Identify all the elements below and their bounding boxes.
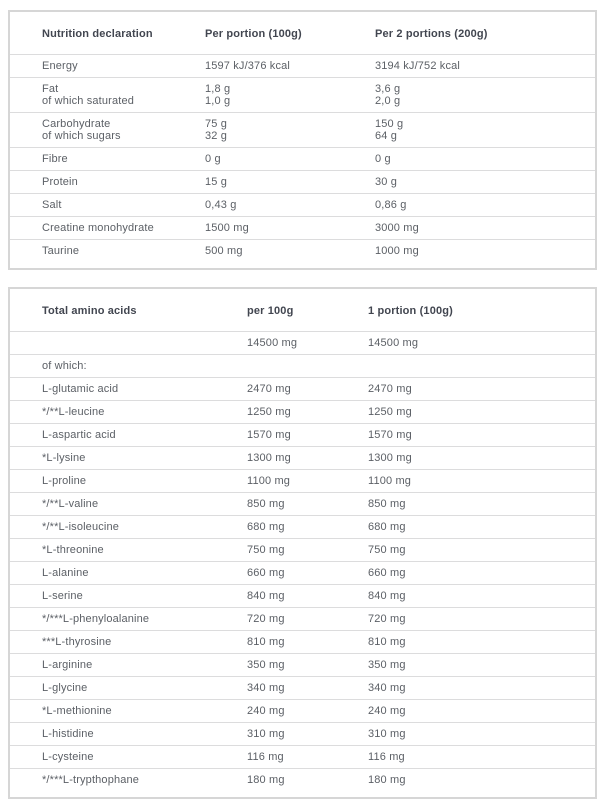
cell-line: 0,86 g — [375, 199, 407, 211]
cell-line: 1100 mg — [368, 475, 412, 487]
cell-line: L-alanine — [42, 567, 89, 579]
row-value — [247, 401, 368, 424]
row-label — [10, 378, 247, 401]
cell-line: L-histidine — [42, 728, 94, 740]
row-label — [10, 539, 247, 562]
cell-line: L-proline — [42, 475, 87, 487]
table-row — [10, 631, 595, 654]
row-value — [368, 746, 595, 769]
row-value — [247, 378, 368, 401]
amino-table-body — [10, 332, 595, 792]
cell-line: 1300 mg — [368, 452, 412, 464]
table-row — [10, 148, 595, 171]
cell-line: 3194 kJ/752 kcal — [375, 60, 460, 72]
table-row — [10, 585, 595, 608]
row-label — [10, 355, 247, 378]
cell-line: 1,0 g — [205, 95, 231, 107]
row-value — [205, 113, 375, 148]
row-value — [247, 677, 368, 700]
cell-line: 1,8 g — [205, 83, 231, 95]
table-row — [10, 401, 595, 424]
table-row — [10, 746, 595, 769]
cell-line: 810 mg — [368, 636, 406, 648]
cell-line: L-glutamic acid — [42, 383, 119, 395]
column-header-per-2-portions: Per 2 portions (200g) — [375, 28, 488, 40]
row-label — [10, 562, 247, 585]
row-value — [368, 723, 595, 746]
row-value — [205, 78, 375, 113]
cell-line: 310 mg — [247, 728, 285, 740]
cell-line: 14500 mg — [368, 337, 419, 349]
row-label — [10, 148, 205, 171]
row-value — [375, 55, 595, 78]
cell-line — [42, 337, 247, 349]
cell-line: 30 g — [375, 176, 398, 188]
cell-line: 2470 mg — [247, 383, 291, 395]
cell-line: 3,6 g — [375, 83, 401, 95]
row-value — [247, 424, 368, 447]
cell-line: 310 mg — [368, 728, 406, 740]
table-row — [10, 539, 595, 562]
row-value — [205, 217, 375, 240]
table-row — [10, 516, 595, 539]
cell-line: 1100 mg — [247, 475, 291, 487]
row-value — [368, 769, 595, 792]
cell-line: 850 mg — [368, 498, 406, 510]
cell-line: Energy — [42, 60, 78, 72]
cell-line: 3000 mg — [375, 222, 419, 234]
cell-line: *L-threonine — [42, 544, 104, 556]
table-row — [10, 55, 595, 78]
row-label — [10, 194, 205, 217]
cell-line: 116 mg — [368, 751, 405, 763]
row-label — [10, 78, 205, 113]
table-row — [10, 424, 595, 447]
cell-line: L-glycine — [42, 682, 88, 694]
row-value — [205, 194, 375, 217]
nutrition-table-header — [10, 12, 595, 55]
cell-line: 340 mg — [368, 682, 406, 694]
cell-line: */***L-trypthophane — [42, 774, 140, 786]
table-row — [10, 332, 595, 355]
row-label — [10, 516, 247, 539]
row-value — [247, 700, 368, 723]
row-value — [247, 585, 368, 608]
row-value — [368, 700, 595, 723]
row-label — [10, 217, 205, 240]
row-value — [368, 355, 595, 378]
cell-line: 64 g — [375, 130, 398, 142]
row-label — [10, 654, 247, 677]
cell-line: 116 mg — [247, 751, 284, 763]
cell-line: 32 g — [205, 130, 228, 142]
row-label — [10, 585, 247, 608]
cell-line: 150 g — [375, 118, 404, 130]
nutrition-declaration-card — [8, 10, 597, 270]
cell-line: 0 g — [375, 153, 391, 165]
row-value — [375, 217, 595, 240]
column-header-per-100g: per 100g — [247, 305, 294, 317]
cell-line — [247, 360, 368, 372]
cell-line: 2,0 g — [375, 95, 401, 107]
cell-line: 750 mg — [368, 544, 406, 556]
row-value — [375, 171, 595, 194]
row-label — [10, 424, 247, 447]
cell-line: 1250 mg — [247, 406, 291, 418]
row-value — [368, 447, 595, 470]
cell-line: 720 mg — [247, 613, 285, 625]
cell-line: 1570 mg — [247, 429, 291, 441]
row-value — [247, 654, 368, 677]
cell-line: *L-methionine — [42, 705, 112, 717]
cell-line: */**L-valine — [42, 498, 99, 510]
cell-line: 15 g — [205, 176, 228, 188]
cell-line: 840 mg — [247, 590, 285, 602]
table-row — [10, 113, 595, 148]
row-value — [368, 677, 595, 700]
cell-line: 240 mg — [368, 705, 406, 717]
amino-acids-table — [10, 289, 595, 791]
row-value — [247, 447, 368, 470]
row-value — [368, 516, 595, 539]
table-row — [10, 723, 595, 746]
row-value — [247, 769, 368, 792]
row-value — [247, 631, 368, 654]
cell-line: Fibre — [42, 153, 68, 165]
row-value — [205, 148, 375, 171]
row-value — [368, 562, 595, 585]
cell-line: 1500 mg — [205, 222, 249, 234]
nutrition-table-body — [10, 55, 595, 263]
cell-line: 1000 mg — [375, 245, 419, 257]
cell-line: Taurine — [42, 245, 80, 257]
row-value — [368, 539, 595, 562]
cell-line: 180 mg — [247, 774, 285, 786]
column-header-1-portion: 1 portion (100g) — [368, 305, 453, 317]
row-value — [247, 746, 368, 769]
table-row — [10, 562, 595, 585]
cell-line: Creatine monohydrate — [42, 222, 154, 234]
table-row — [10, 240, 595, 263]
table-row — [10, 78, 595, 113]
row-value — [205, 171, 375, 194]
row-value — [368, 654, 595, 677]
cell-line: Protein — [42, 176, 78, 188]
row-label — [10, 171, 205, 194]
row-label — [10, 113, 205, 148]
cell-line: 350 mg — [368, 659, 406, 671]
row-label — [10, 493, 247, 516]
cell-line: L-arginine — [42, 659, 93, 671]
cell-line: L-serine — [42, 590, 83, 602]
table-row — [10, 493, 595, 516]
cell-line: 810 mg — [247, 636, 285, 648]
cell-line: of which sugars — [42, 130, 121, 142]
cell-line: 660 mg — [247, 567, 285, 579]
row-label — [10, 608, 247, 631]
cell-line: 660 mg — [368, 567, 406, 579]
table-row — [10, 608, 595, 631]
cell-line: L-aspartic acid — [42, 429, 116, 441]
row-value — [205, 240, 375, 263]
cell-line: */**L-leucine — [42, 406, 105, 418]
cell-line: 680 mg — [368, 521, 406, 533]
row-value — [368, 585, 595, 608]
row-label — [10, 700, 247, 723]
cell-line: 850 mg — [247, 498, 285, 510]
row-label — [10, 723, 247, 746]
cell-line: 1570 mg — [368, 429, 412, 441]
cell-line — [368, 360, 595, 372]
column-header-per-portion: Per portion (100g) — [205, 28, 302, 40]
cell-line: */***L-phenyloalanine — [42, 613, 150, 625]
column-header-total-amino-acids: Total amino acids — [42, 305, 137, 317]
nutrition-declaration-table — [10, 12, 595, 262]
table-row — [10, 171, 595, 194]
cell-line: 0,43 g — [205, 199, 237, 211]
cell-line: 14500 mg — [247, 337, 298, 349]
amino-table-header — [10, 289, 595, 332]
row-value — [375, 240, 595, 263]
table-row — [10, 447, 595, 470]
table-row — [10, 355, 595, 378]
row-value — [368, 332, 595, 355]
cell-line: 1250 mg — [368, 406, 412, 418]
table-row — [10, 654, 595, 677]
table-row — [10, 700, 595, 723]
row-value — [375, 113, 595, 148]
cell-line: Salt — [42, 199, 62, 211]
amino-acids-card — [8, 287, 597, 799]
table-row — [10, 194, 595, 217]
row-value — [375, 148, 595, 171]
row-value — [375, 78, 595, 113]
row-value — [368, 378, 595, 401]
cell-line: 840 mg — [368, 590, 406, 602]
row-label — [10, 677, 247, 700]
row-label — [10, 240, 205, 263]
cell-line: 500 mg — [205, 245, 243, 257]
cell-line: Carbohydrate — [42, 118, 111, 130]
cell-line: 750 mg — [247, 544, 285, 556]
cell-line: Fat — [42, 83, 59, 95]
cell-line: 720 mg — [368, 613, 406, 625]
row-value — [368, 493, 595, 516]
cell-line: of which saturated — [42, 95, 134, 107]
row-value — [368, 401, 595, 424]
row-value — [247, 723, 368, 746]
cell-line: 240 mg — [247, 705, 285, 717]
cell-line: 75 g — [205, 118, 228, 130]
cell-line: 1300 mg — [247, 452, 291, 464]
row-label — [10, 332, 247, 355]
table-row — [10, 470, 595, 493]
cell-line: 350 mg — [247, 659, 285, 671]
row-value — [368, 608, 595, 631]
row-label — [10, 401, 247, 424]
row-value — [247, 332, 368, 355]
row-value — [247, 516, 368, 539]
cell-line: 680 mg — [247, 521, 285, 533]
row-value — [247, 493, 368, 516]
row-value — [368, 424, 595, 447]
cell-line: 180 mg — [368, 774, 406, 786]
row-value — [375, 194, 595, 217]
row-label — [10, 631, 247, 654]
row-label — [10, 470, 247, 493]
row-label — [10, 769, 247, 792]
row-label — [10, 55, 205, 78]
table-row — [10, 677, 595, 700]
column-header-nutrition-declaration: Nutrition declaration — [42, 28, 153, 40]
row-value — [247, 562, 368, 585]
table-row — [10, 769, 595, 792]
row-value — [368, 631, 595, 654]
cell-line: *L-lysine — [42, 452, 86, 464]
row-value — [247, 355, 368, 378]
row-value — [247, 470, 368, 493]
row-value — [247, 608, 368, 631]
row-value — [368, 470, 595, 493]
cell-line: 0 g — [205, 153, 221, 165]
cell-line: 340 mg — [247, 682, 285, 694]
table-row — [10, 217, 595, 240]
cell-line: L-cysteine — [42, 751, 94, 763]
cell-line: 2470 mg — [368, 383, 412, 395]
row-value — [205, 55, 375, 78]
row-label — [10, 746, 247, 769]
row-value — [247, 539, 368, 562]
cell-line: */**L-isoleucine — [42, 521, 119, 533]
row-label — [10, 447, 247, 470]
cell-line: of which: — [42, 360, 87, 372]
cell-line: 1597 kJ/376 kcal — [205, 60, 290, 72]
table-row — [10, 378, 595, 401]
cell-line: ***L-thyrosine — [42, 636, 112, 648]
